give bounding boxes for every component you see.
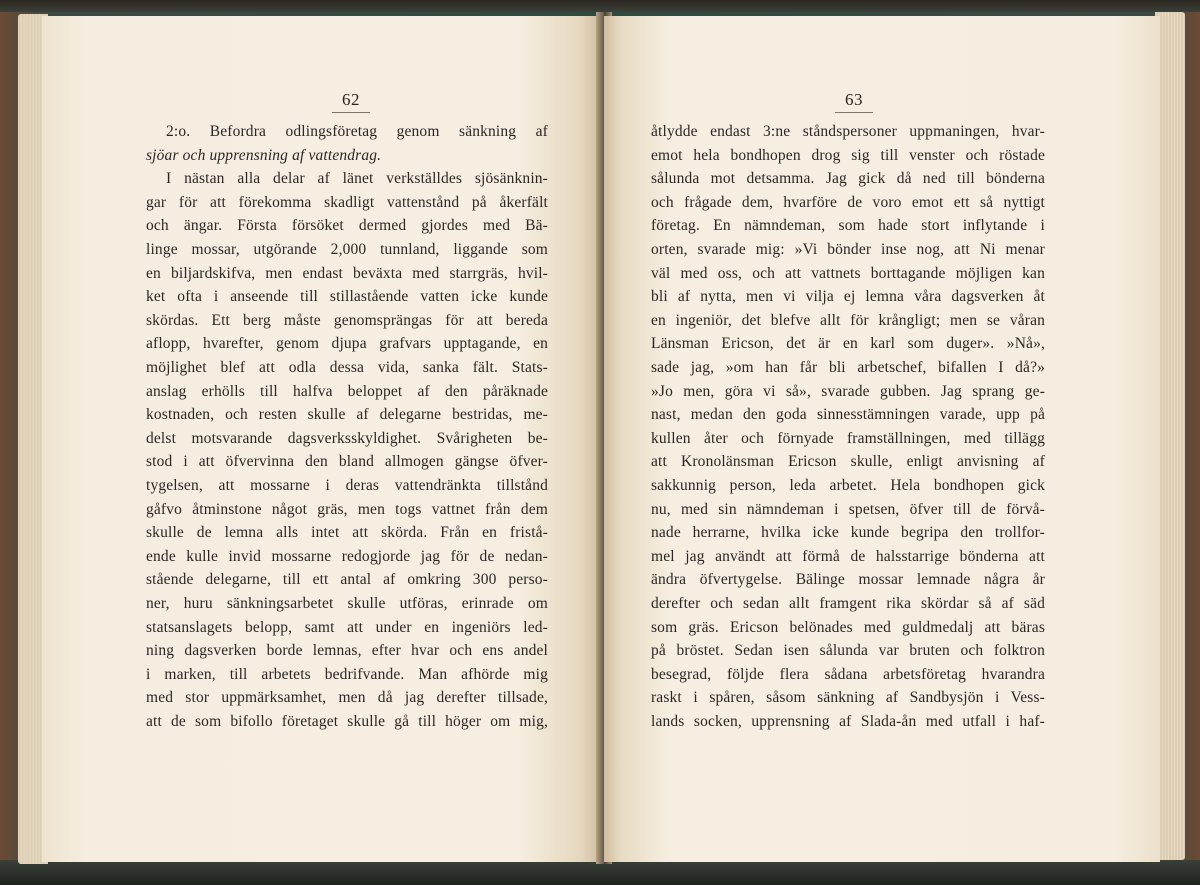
- text-line: gar för att förekomma skadligt vattenstånd på åkerfält: [146, 193, 548, 211]
- text-line: nade herrarne, hvilka icke kunde begripa den trollfor-: [651, 524, 1045, 542]
- page-number-left: 62: [342, 90, 360, 109]
- text-line: sade jag, »om han får bli arbetschef, bifallen I då?»: [651, 359, 1045, 376]
- text-line: att de som bifollo företaget skulle gå till höger om mig,: [146, 713, 548, 730]
- text-line: delst motsvarande dagsverksskyldighet. Svårigheten be-: [146, 429, 548, 447]
- text-line: orten, svarade mig: »Vi bönder inse nog, att Ni menar: [651, 241, 1045, 258]
- text-line: ner, huru sänkningsarbetet skulle utföras, erinrade om: [146, 595, 548, 612]
- right-page: [604, 16, 1160, 862]
- text-line: en biljardskifva, men endast beväxta med starrgräs, hvil-: [146, 264, 548, 282]
- cover-top-edge: [0, 0, 1200, 12]
- text-line: derefter och sedan allt framgent rika skördar så af säd: [651, 595, 1045, 612]
- text-line: och ängar. Första försöket dermed gjordes med Bä-: [146, 217, 548, 235]
- text-line: på bröstet. Sedan isen sålunda var bruten och folktron: [651, 642, 1045, 660]
- page-number-rule-left: [332, 112, 370, 113]
- text-line: kostnaden, och resten skulle af delegarne bestridas, me-: [146, 406, 548, 424]
- page-number-rule-right: [835, 112, 873, 113]
- page-number-right: 63: [845, 90, 863, 109]
- text-line: anslag erhölls till halfva beloppet af den påräknade: [146, 382, 548, 400]
- text-line: skördas. Ett berg måste genomsprängas för att bereda: [146, 311, 548, 329]
- text-line: i marken, till arbetets bedrifvande. Man afhörde mig: [146, 665, 548, 683]
- text-line: sålunda mot detsamma. Jag gick då ned till bönderna: [651, 170, 1045, 188]
- text-line: emot hela bondhopen drog sig till venster och röstade: [651, 146, 1045, 164]
- text-line: sjöar och upprensning af vattendrag.: [146, 146, 382, 164]
- text-line: företag. En nämndeman, som hade stort inflytande i: [651, 217, 1045, 235]
- text-line: ändra öfvertygelse. Bälinge mossar lemnade några år: [651, 571, 1045, 589]
- text-line: bli af nytta, men vi vilja ej lemna våra dagsverken åt: [651, 288, 1045, 306]
- text-line: statsanslagets belopp, samt att under en ingeniörs led-: [146, 618, 548, 636]
- text-line: och frågade dem, hvarföre de voro emot ett så nyttigt: [651, 193, 1045, 211]
- text-line: »Jo men, göra vi så», svarade gubben. Jag sprang ge-: [651, 382, 1045, 400]
- text-line: med stor uppmärksamhet, men då jag derefter tillsade,: [146, 689, 548, 707]
- text-line: raskt i spåren, såsom sänkning af Sandbysjön i Vess-: [651, 689, 1045, 707]
- text-line: I nästan alla delar af länet verkställdes sjösänknin-: [166, 170, 548, 188]
- text-line: åtlydde endast 3:ne ståndspersoner uppmaningen, hvar-: [651, 123, 1045, 140]
- text-line: 2:o. Befordra odlingsföretag genom sänkning af: [166, 123, 548, 140]
- text-line: ning dagsverken borde lemnas, efter hvar och ens andel: [146, 642, 548, 660]
- text-line: nu, med sin nämndeman i spetsen, öfver till de förvå-: [651, 500, 1045, 518]
- text-line: linge mossar, utgörande 2,000 tunnland, liggande som: [146, 241, 548, 258]
- text-line: stod i att öfvervinna den bland allmogen gängse öfver-: [146, 453, 548, 471]
- text-line: väl med oss, och att vattnets borttagande möjligen kan: [651, 264, 1045, 282]
- text-line: kullen åter och förnyade framställningen, med tillägg: [651, 429, 1045, 447]
- text-line: besegrad, följde flera sådana arbetsföretag hvarandra: [651, 665, 1045, 683]
- text-line: ket ofta i anseende till stillastående vatten icke kunde: [146, 288, 548, 306]
- text-line: nast, medan den goda sinnesstämningen varade, upp på: [651, 406, 1045, 424]
- text-line: Länsman Ericson, det är en karl som duger». »Nå»,: [651, 335, 1045, 353]
- text-line: sakkunnig person, leda arbetet. Hela bondhopen gick: [651, 477, 1045, 494]
- text-line: en ingeniör, det blefve allt för krångligt; men se våran: [651, 311, 1045, 329]
- text-line: aflopp, hvarefter, genom djupa grafvars upptagande, en: [146, 335, 548, 353]
- text-line: gåfvo åtminstone något gräs, men togs vattnet från dem: [146, 500, 548, 518]
- left-page: [42, 16, 602, 862]
- text-line: mel jag användt att förmå de halsstarrige bönderna att: [651, 547, 1045, 565]
- text-line: möjlighet blef att odla dessa vida, sanka fält. Stats-: [146, 359, 548, 376]
- text-line: stående delegarne, till ett antal af omkring 300 perso-: [146, 571, 548, 589]
- text-line: att Kronolänsman Ericson skulle, enligt anvisning af: [651, 453, 1045, 471]
- text-line: tygelsen, att mossarne i deras vattendränkta tillstånd: [146, 477, 548, 494]
- text-line: ende kulle invid mossarne redogjorde jag för de nedan-: [146, 547, 548, 565]
- text-line: skulle de lemna alls intet att skörda. Från en fristå-: [146, 524, 548, 542]
- text-line: som gräs. Ericson belönades med guldmedalj att bäras: [651, 618, 1045, 636]
- text-line: lands socken, upprensning af Slada-ån med utfall i haf-: [651, 713, 1045, 730]
